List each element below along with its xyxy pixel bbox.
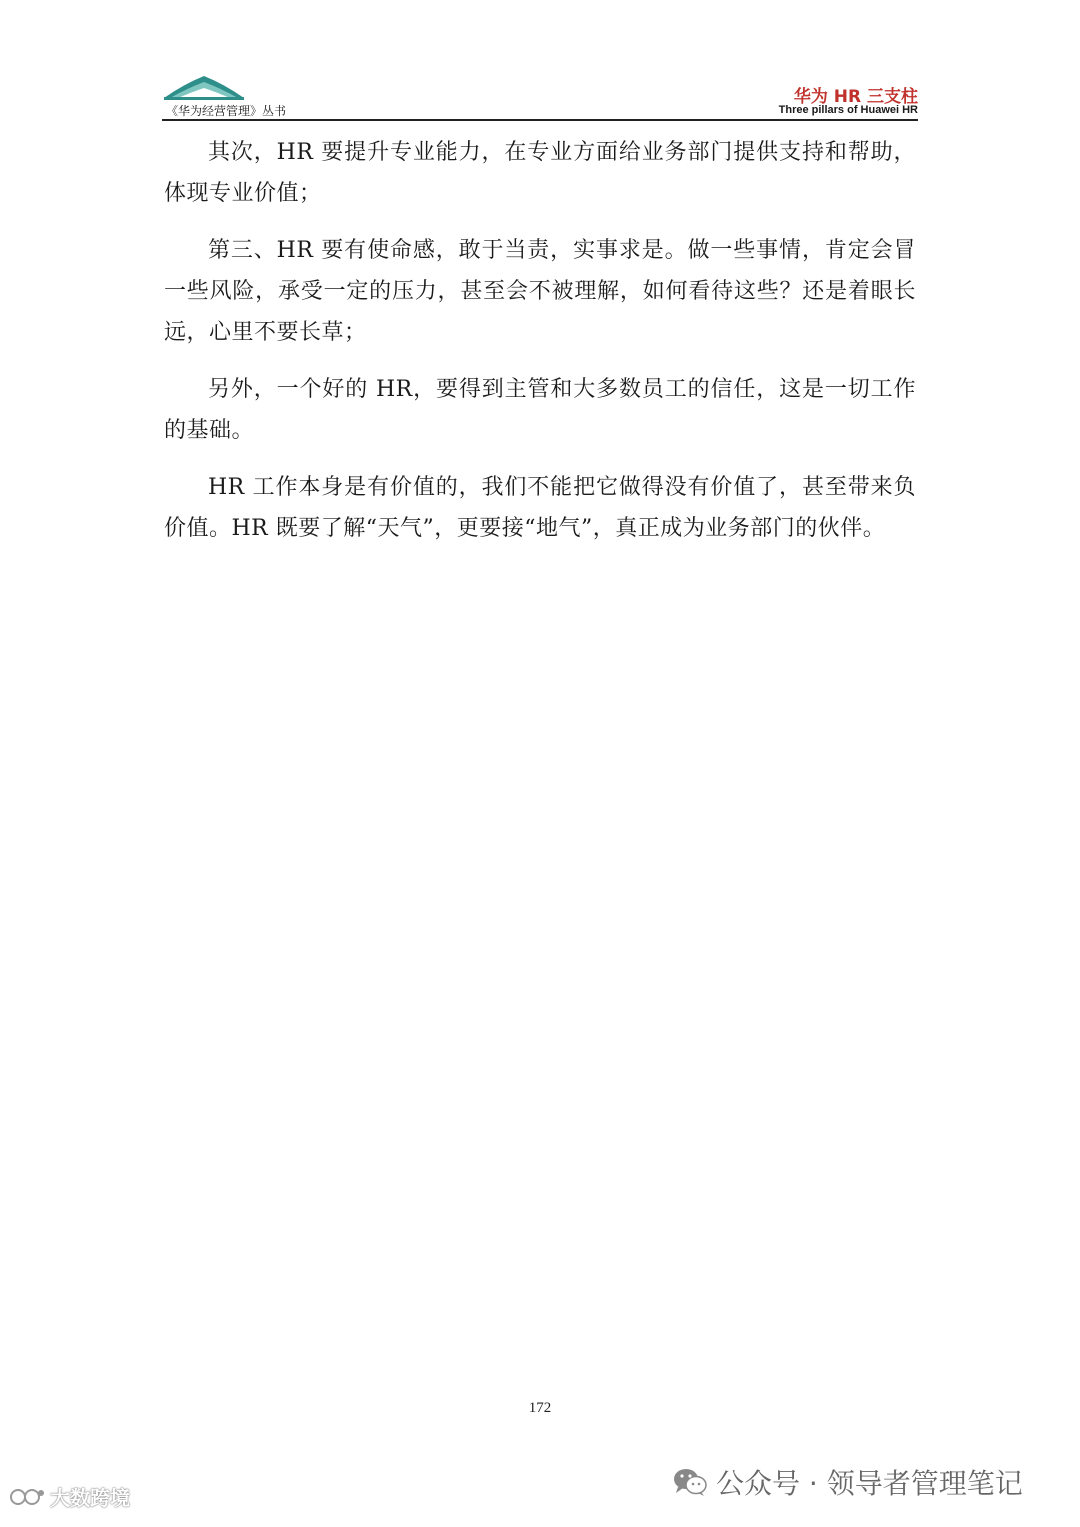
page-header (162, 72, 918, 120)
page-number: 172 (528, 1400, 552, 1416)
watermark-right (672, 1462, 1023, 1502)
header-divider (162, 119, 918, 121)
watermark-left (8, 1482, 130, 1511)
watermark-right-text: 公众号 · 领导者管理笔记 (716, 1467, 1023, 1500)
book-subtitle: Three pillars of Huawei HR (778, 104, 918, 116)
body-text (164, 132, 916, 565)
paragraph: HR 工作本身是有价值的，我们不能把它做得没有价值了，甚至带来负价值。HR 既要了解“天气”，更要接“地气”，真正成为业务部门的伙伴。 (164, 475, 916, 541)
series-name: 《华为经营管理》丛书 (166, 104, 287, 118)
paragraph: 第三、HR 要有使命感，敢于当责，实事求是。做一些事情，肯定会冒一些风险，承受一定的压力，甚至会不被理解，如何看待这些？还是着眼长远，心里不要长草； (164, 238, 916, 345)
watermark-left-text: 大数跨境 (50, 1486, 130, 1510)
wechat-icon (672, 1466, 708, 1498)
watermark-logo-icon (8, 1485, 46, 1509)
mountain-logo-icon (164, 72, 244, 100)
paragraph: 另外，一个好的 HR，要得到主管和大多数员工的信任，这是一切工作的基础。 (164, 377, 916, 443)
paragraph: 其次，HR 要提升专业能力，在专业方面给业务部门提供支持和帮助，体现专业价值； (164, 140, 916, 206)
book-title: 华为 HR 三支柱 (793, 87, 918, 107)
